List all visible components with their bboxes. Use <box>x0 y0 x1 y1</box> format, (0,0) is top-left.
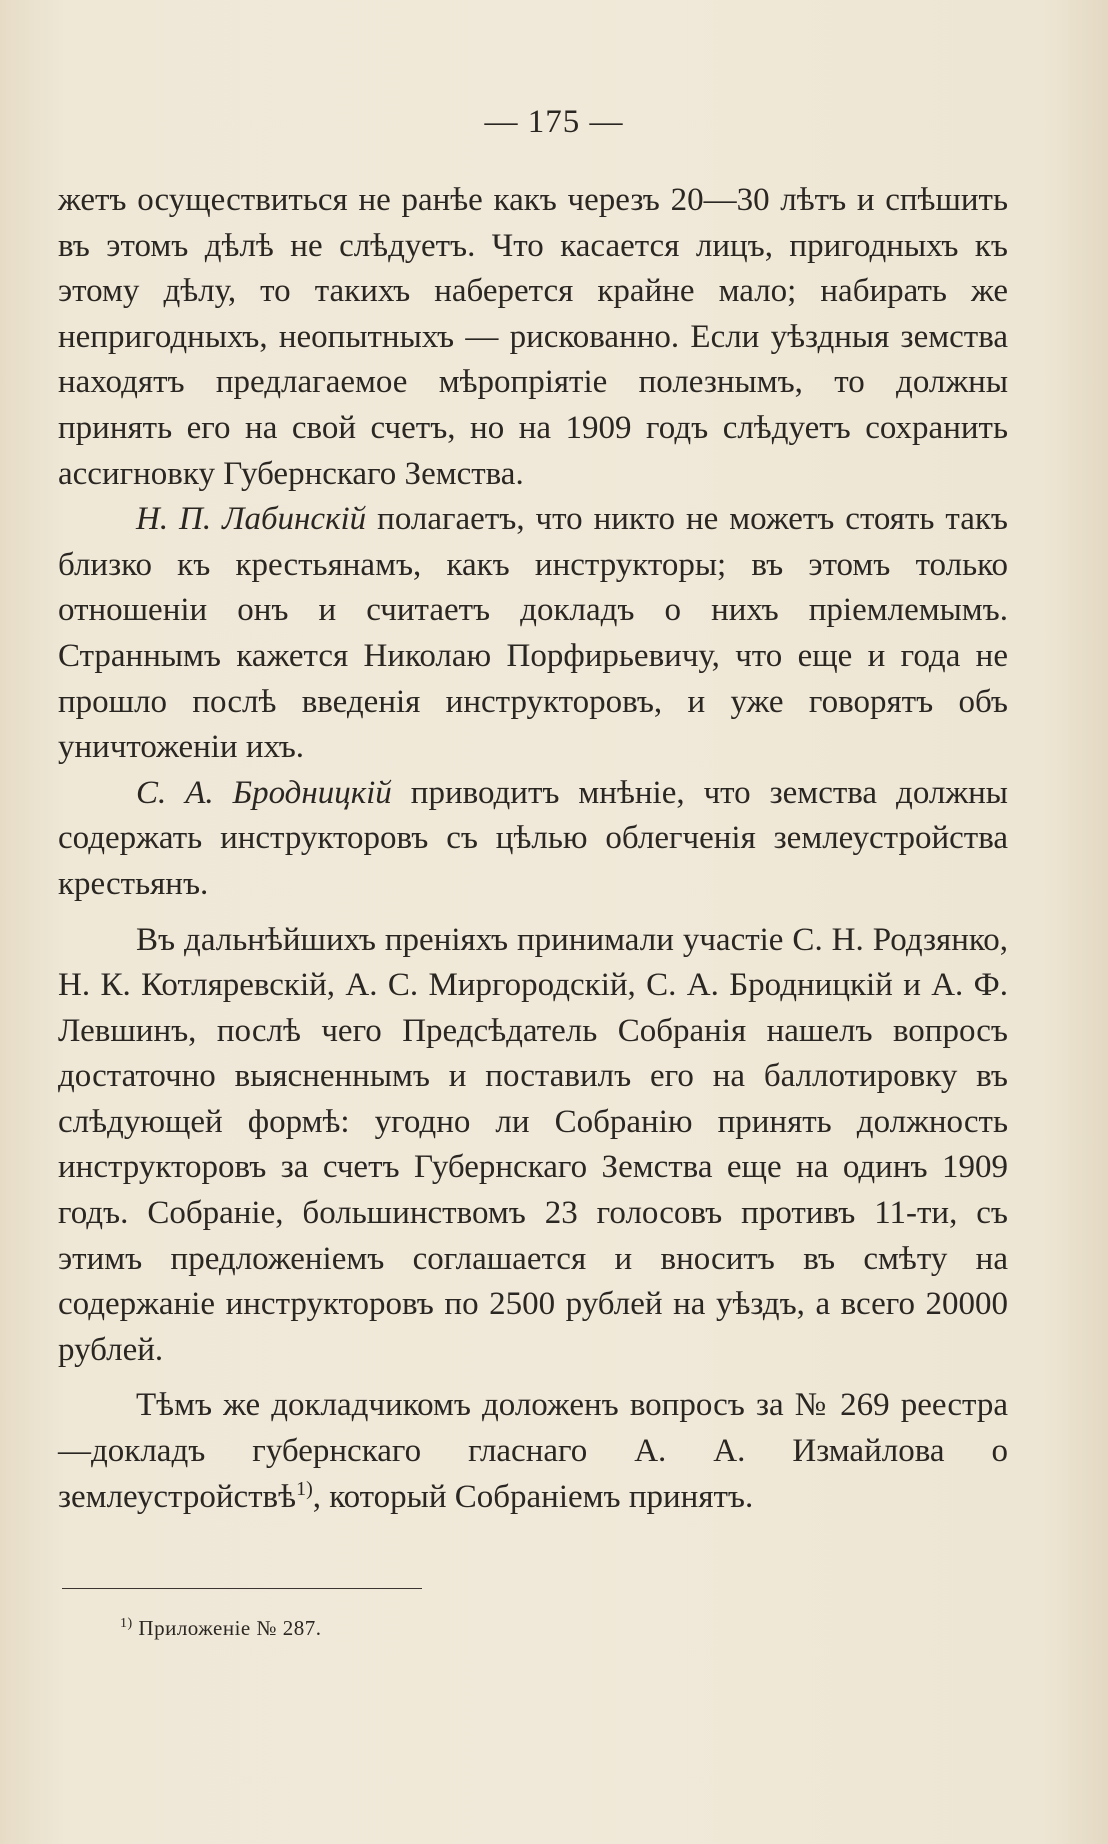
paragraph-4: Въ дальнѣйшихъ преніяхъ принимали участіе С. Н. Родзянко, Н. К. Котляревскій, А. С. Миргородскій, С. А. Бродницкій и А. Ф. Левшинъ, послѣ чего Предсѣдатель Собранія нашелъ вопросъ достаточно выясненнымъ и поставилъ его на баллотировку въ слѣдующей формѣ: угодно ли Собранію принять должность инструкторовъ за счетъ Губернскаго Земства еще на одинъ 1909 годъ. Собраніе, большинствомъ 23 голосовъ противъ 11-ти, съ этимъ предложеніемъ соглашается и вноситъ въ смѣту на содержаніе инструкторовъ по 2500 рублей на уѣздъ, а всего 20000 рублей. <box>58 921 1008 1368</box>
speaker-name: Н. П. Лабинскій <box>136 501 367 538</box>
paragraph-5 <box>58 1383 1008 1520</box>
paragraph-2 <box>58 497 1008 771</box>
footnote <box>120 1616 322 1641</box>
paragraph-3-text: приводитъ мнѣніе, что земства должны содержать инструкторовъ съ цѣлью облегченія землеустройства крестьянъ. <box>58 774 1008 902</box>
footnote-text: Приложеніе № 287. <box>132 1616 322 1640</box>
footnote-marker: 1) <box>120 1616 133 1631</box>
paragraph-3 <box>58 771 1008 908</box>
paragraph-5-text: Тѣмъ же докладчикомъ доложенъ вопросъ за № 269 реестра—докладъ губернскаго гласнаго А. А. Измайлова о землеустройствѣ <box>58 1387 1008 1515</box>
body-text <box>58 178 1008 1520</box>
paragraph-5-tail: , который Собраніемъ принятъ. <box>312 1478 754 1515</box>
footnote-reference[interactable]: 1) <box>296 1477 313 1500</box>
paragraph-1: жетъ осуществиться не ранѣе какъ черезъ 20—30 лѣтъ и спѣшить въ этомъ дѣлѣ не слѣдуетъ. Что касается лицъ, пригодныхъ къ этому дѣлу, то такихъ наберется крайне мало; набирать же непригодныхъ, неопытныхъ — рискованно. Если уѣздныя земства находятъ предлагаемое мѣропріятіе полезнымъ, то должны принять его на свой счетъ, но на 1909 годъ слѣдуетъ сохранить ассигновку Губернскаго Земства. <box>58 182 1008 492</box>
paragraph-2-text: полагаетъ, что никто не можетъ стоять такъ близко къ крестьянамъ, какъ инструкторы; въ этомъ только отношеніи онъ и считаетъ докладъ о нихъ пріемлемымъ. Страннымъ кажется Николаю Порфирьевичу, что еще и года не прошло послѣ введенія инструкторовъ, и уже говорятъ объ уничтоженіи ихъ. <box>58 501 1008 766</box>
speaker-name: С. А. Бродницкій <box>136 774 392 811</box>
footnote-divider <box>62 1588 422 1589</box>
page-number: — 175 — <box>484 104 624 140</box>
